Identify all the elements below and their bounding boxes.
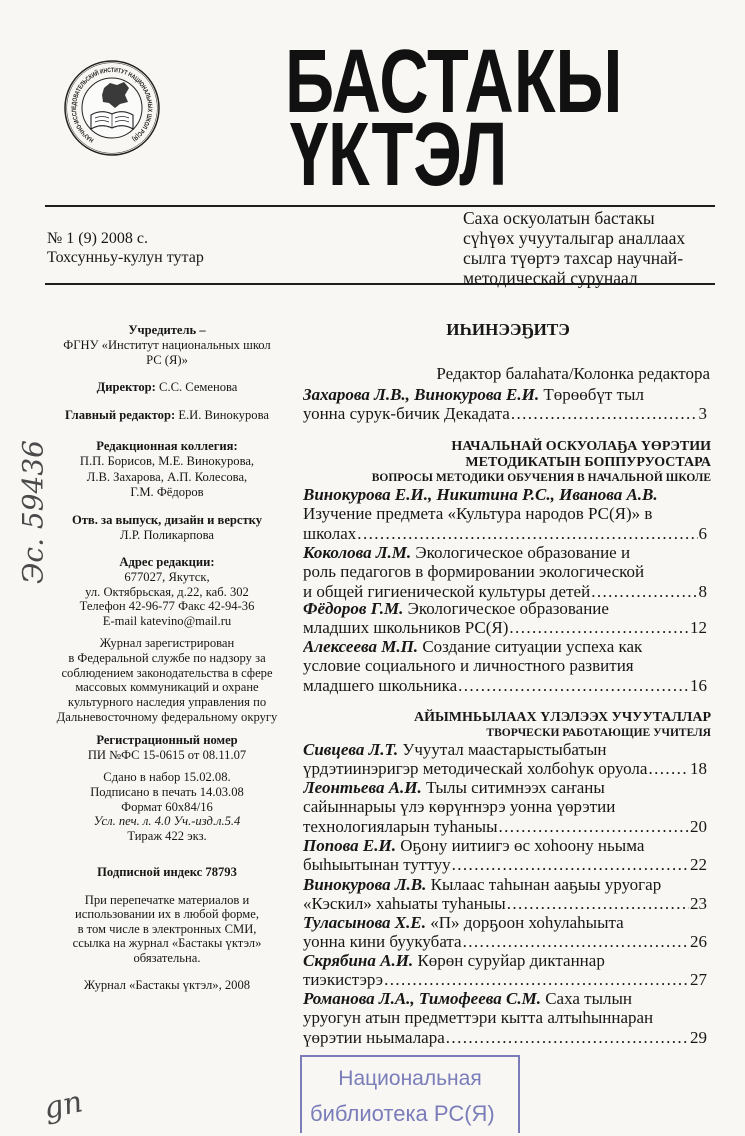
toc-entry-title: Экологическое образование и bbox=[415, 543, 631, 562]
toc-entry-title: условие социального и личностного развития bbox=[303, 656, 634, 676]
toc-entry-title: үрдэтиинэригэр методическай холбоһук оруола bbox=[303, 759, 648, 779]
toc-entry-authors: Романова Л.А., Тимофеева С.М. bbox=[303, 989, 541, 1008]
toc-entry-line bbox=[303, 656, 713, 675]
registration-line: Дальневосточному федеральному округу bbox=[56, 709, 278, 724]
toc-entry-line bbox=[303, 817, 713, 836]
toc-entry-title: и общей гигиенической культуры детей bbox=[303, 581, 591, 601]
toc-entry-title: технологияларын туһаныы bbox=[303, 816, 498, 836]
toc-entry bbox=[303, 836, 713, 875]
toc-entry-title: младшего школьника bbox=[303, 675, 458, 695]
toc-entry-line bbox=[303, 913, 713, 932]
toc-page-number: 8 bbox=[698, 581, 707, 601]
layout-name: Л.Р. Поликарпова bbox=[120, 527, 214, 542]
toc-page-number: 12 bbox=[690, 618, 707, 638]
print-detail: Сдано в набор 15.02.08. bbox=[103, 770, 231, 784]
print-details-block bbox=[42, 770, 292, 844]
toc-entry-line bbox=[303, 1028, 713, 1047]
toc-entry-authors: Захарова Л.В., Винокурова Е.И. bbox=[303, 385, 540, 404]
section-subtitle: ТВОРЧЕСКИ РАБОТАЮЩИЕ УЧИТЕЛЯ bbox=[486, 727, 711, 739]
toc-entry-title: быһыытынан туттуу bbox=[303, 855, 451, 875]
editorial-board-line: Г.М. Фёдоров bbox=[130, 484, 204, 499]
toc-entry-title: уонна сурук-бичик Декадата bbox=[303, 404, 510, 424]
toc-page-number: 3 bbox=[698, 404, 707, 424]
registration-number-label: Регистрационный номер bbox=[96, 733, 238, 747]
toc-entry-title: роль педагогов в формировании экологической bbox=[303, 562, 645, 582]
address-line: Телефон 42-96-77 Факс 42-94-36 bbox=[79, 599, 255, 614]
toc-entry-line bbox=[303, 618, 713, 637]
section-title: АЙЫМНЬЫЛААХ ҮЛЭЛЭЭХ УЧУУТАЛЛАР bbox=[414, 710, 711, 725]
founder-label: Учредитель – bbox=[128, 323, 206, 337]
registration-number: ПИ №ФС 15-0615 от 08.11.07 bbox=[87, 747, 247, 762]
toc-entry bbox=[303, 951, 713, 990]
toc-entry-line bbox=[303, 582, 713, 601]
toc-page-number: 6 bbox=[698, 523, 707, 543]
registration-line: в Федеральной службе по надзору за bbox=[68, 650, 266, 665]
toc-entry-authors: Туласынова Х.Е. bbox=[303, 913, 426, 932]
toc-entry-authors: Винокурова Е.И., Никитина Р.С., Иванова А.В. bbox=[303, 485, 658, 504]
toc-entry-line bbox=[303, 932, 713, 951]
description-line: сүһүөх учууталыгар аналлаах bbox=[463, 228, 686, 248]
toc-entry-line bbox=[303, 524, 713, 543]
dot-leader bbox=[511, 404, 698, 423]
toc-entry-title: Экологическое образование bbox=[407, 599, 609, 618]
handwritten-initials: gn bbox=[40, 1084, 86, 1127]
toc-entry bbox=[303, 913, 713, 952]
toc-entry-line bbox=[303, 504, 713, 523]
print-detail: Тираж 422 экз. bbox=[127, 829, 207, 844]
toc-entry-title: школах bbox=[303, 523, 357, 543]
toc-page-number: 20 bbox=[690, 816, 707, 836]
dot-leader bbox=[509, 618, 689, 637]
toc-entry-line bbox=[303, 385, 713, 404]
toc-entry bbox=[303, 599, 713, 638]
issue-info bbox=[47, 229, 204, 267]
print-detail: Усл. печ. л. 4.0 Уч.-изд.л.5.4 bbox=[93, 814, 241, 829]
dot-leader bbox=[648, 759, 689, 778]
toc-page-number: 18 bbox=[690, 759, 707, 779]
library-stamp bbox=[300, 1055, 520, 1133]
toc-page-number: 23 bbox=[690, 894, 707, 914]
toc-page-number: 26 bbox=[690, 932, 707, 952]
toc-page-number: 29 bbox=[690, 1027, 707, 1047]
handwritten-inventory-number: Эс. 59436 bbox=[16, 440, 50, 584]
toc-entry-title: Учуутал маастарыстыбатын bbox=[402, 740, 607, 759]
dot-leader bbox=[463, 932, 689, 951]
toc-entry-title: Көрөн суруйар диктаннар bbox=[417, 951, 605, 970]
toc-entry-title: уруогун атын предметтэри кытта алтыһыннаран bbox=[303, 1008, 654, 1028]
copyright-block bbox=[42, 978, 292, 993]
address-line: 677027, Якутск, bbox=[124, 569, 210, 584]
editorial-board-line: Л.В. Захарова, А.П. Колесова, bbox=[86, 469, 248, 484]
toc-entry-title: сайыннарыы үлэ көрүҥнэрэ уонна үөрэтии bbox=[303, 797, 616, 817]
toc-entry-line bbox=[303, 1008, 713, 1027]
subscription-block bbox=[42, 865, 292, 880]
founder-name: РС (Я)» bbox=[146, 352, 188, 367]
toc-entry-line bbox=[303, 836, 713, 855]
issue-number: № 1 (9) 2008 с. bbox=[47, 230, 149, 247]
reprint-line: использовании их в любой форме, bbox=[75, 907, 259, 922]
section-title: МЕТОДИКАТЫН БОППУРУОСТАРА bbox=[465, 455, 711, 470]
toc-entry-title: Создание ситуации успеха как bbox=[422, 637, 643, 656]
toc-page-number: 22 bbox=[690, 855, 707, 875]
toc-entry-line bbox=[303, 543, 713, 562]
dot-leader bbox=[446, 1028, 689, 1047]
reprint-line: При перепечатке материалов и bbox=[84, 893, 250, 907]
chief-editor-block bbox=[42, 408, 292, 423]
address-block bbox=[42, 555, 292, 629]
masthead-title-line-2: ҮКТЭЛ bbox=[290, 105, 508, 205]
contents-heading: ИҺИНЭЭҔИТЭ bbox=[446, 320, 570, 339]
dot-leader bbox=[499, 817, 690, 836]
toc-entry-line bbox=[303, 676, 713, 695]
header-divider-top bbox=[45, 205, 715, 207]
description-line: сылга түөртэ тахсар научнай- bbox=[463, 248, 684, 268]
toc-entry-line bbox=[303, 637, 713, 656]
stamp-line: библиотека РС(Я) bbox=[310, 1101, 495, 1126]
toc-entry bbox=[303, 778, 713, 836]
registration-line: соблюдением законодательства в сфере bbox=[61, 665, 273, 680]
reprint-line: в том числе в электронных СМИ, bbox=[77, 921, 257, 936]
toc-entry-authors: Сивцева Л.Т. bbox=[303, 740, 399, 759]
toc-entry-authors: Попова Е.И. bbox=[303, 836, 396, 855]
open-book-emblem bbox=[91, 112, 133, 129]
editorial-board-block bbox=[42, 439, 292, 500]
registration-number-block bbox=[42, 733, 292, 763]
section-subtitle: ВОПРОСЫ МЕТОДИКИ ОБУЧЕНИЯ В НАЧАЛЬНОЙ ШКОЛЕ bbox=[371, 472, 711, 484]
editorial-board-label: Редакционная коллегия: bbox=[96, 439, 238, 453]
toc-entry-authors: Коколова Л.М. bbox=[303, 543, 412, 562]
toc-entry bbox=[303, 637, 713, 695]
toc-entry-title: тиэкистэрэ bbox=[303, 970, 384, 990]
toc-entry-authors: Винокурова Л.В. bbox=[303, 875, 427, 894]
print-detail: Подписано в печать 14.03.08 bbox=[90, 784, 244, 799]
journal-description bbox=[463, 208, 685, 288]
toc-entry-title: үөрэтии ньымалара bbox=[303, 1027, 445, 1047]
issue-period: Тохсунньу-кулун тутар bbox=[47, 249, 204, 266]
toc-entry-line bbox=[303, 970, 713, 989]
founder-name: ФГНУ «Институт национальных школ bbox=[63, 337, 271, 352]
toc-page-number: 27 bbox=[690, 970, 707, 990]
seal-ring-text: НАУЧНО-ИССЛЕДОВАТЕЛЬСКИЙ ИНСТИТУТ НАЦИОНАЛЬНЫХ ШКОЛ РС(Я) bbox=[70, 66, 154, 144]
toc-entry-title: младших школьников РС(Я) bbox=[303, 618, 509, 638]
toc-entry-title: Төрөөбүт тыл bbox=[543, 385, 644, 404]
address-line: E-mail katevino@mail.ru bbox=[102, 614, 232, 629]
toc-entry-line bbox=[303, 797, 713, 816]
director-block bbox=[42, 380, 292, 395]
description-line: методическай сурунаал bbox=[463, 268, 638, 288]
toc-entry-authors: Скрябина А.И. bbox=[303, 951, 414, 970]
section-heading bbox=[303, 439, 713, 485]
registration-line: Журнал зарегистрирован bbox=[99, 636, 235, 650]
editor-column-label: Редактор балаһата/Колонка редактора bbox=[436, 364, 710, 383]
toc-entry-title: уонна кини буукубата bbox=[303, 932, 462, 952]
toc-entry-title: Оҕону иитиигэ өс хоһоону ньыма bbox=[400, 836, 645, 855]
toc-entry-line bbox=[303, 951, 713, 970]
reprint-line: обязательна. bbox=[133, 950, 201, 965]
chief-editor-name: Е.И. Винокурова bbox=[178, 408, 269, 422]
toc-entry bbox=[303, 485, 713, 543]
dot-leader bbox=[384, 970, 689, 989]
layout-label: Отв. за выпуск, дизайн и верстку bbox=[71, 513, 263, 527]
registration-line: массовых коммуникаций и охране bbox=[75, 680, 259, 695]
reprint-line: ссылка на журнал «Бастакы үктэл» bbox=[72, 936, 262, 951]
toc-entry bbox=[303, 875, 713, 914]
toc-entry-line bbox=[303, 404, 713, 423]
toc-entry-title: Кылаас таһынан ааҕыы уруогар bbox=[430, 875, 662, 894]
description-line: Саха оскуолатын бастакы bbox=[463, 208, 655, 228]
toc-entry-authors: Фёдоров Г.М. bbox=[303, 599, 404, 618]
section-title: НАЧАЛЬНАЙ ОСКУОЛАҔА ҮӨРЭТИИ bbox=[451, 439, 711, 454]
dot-leader bbox=[507, 894, 689, 913]
chief-editor-label: Главный редактор: bbox=[65, 408, 176, 422]
toc-entry-title: «П» дорҕоон хоһулаһыыта bbox=[430, 913, 624, 932]
layout-block bbox=[42, 513, 292, 543]
toc-entry-title: Тылы ситимнээх саҥаны bbox=[426, 778, 605, 797]
toc-page-number: 16 bbox=[690, 675, 707, 695]
toc-entry-line bbox=[303, 485, 713, 504]
toc-entry-line bbox=[303, 599, 713, 618]
toc-entry-line bbox=[303, 855, 713, 874]
toc-entry-line bbox=[303, 740, 713, 759]
editorial-board-line: П.П. Борисов, М.Е. Винокурова, bbox=[79, 454, 255, 469]
toc-entry-line bbox=[303, 562, 713, 581]
institute-logo-seal bbox=[62, 58, 162, 158]
toc-entry-title: «Кэскил» хаһыаты туһаныы bbox=[303, 894, 506, 914]
print-detail: Формат 60х84/16 bbox=[121, 799, 213, 814]
founder-block bbox=[42, 323, 292, 367]
dot-leader bbox=[458, 676, 689, 695]
registration-line: культурного наследия управления по bbox=[67, 695, 267, 710]
copyright-line: Журнал «Бастакы үктэл», 2008 bbox=[83, 978, 251, 992]
toc-entry-line bbox=[303, 875, 713, 894]
toc-entry-title: Изучение предмета «Культура народов РС(Я)» в bbox=[303, 504, 653, 524]
stamp-line: Национальная bbox=[338, 1067, 482, 1090]
subscription-index: Подписной индекс 78793 bbox=[97, 865, 237, 879]
masthead-title-line-1: БАСТАКЫ bbox=[285, 32, 623, 132]
toc-entry-line bbox=[303, 778, 713, 797]
registration-block bbox=[42, 636, 292, 725]
toc-entry bbox=[303, 989, 713, 1047]
toc-entry bbox=[303, 385, 713, 424]
toc-entry-line bbox=[303, 894, 713, 913]
toc-entry-authors: Леонтьева А.И. bbox=[303, 778, 422, 797]
toc-entry-line bbox=[303, 989, 713, 1008]
dot-leader bbox=[591, 582, 697, 601]
toc-entry bbox=[303, 543, 713, 601]
dot-leader bbox=[357, 524, 697, 543]
address-line: ул. Октябрьская, д.22, каб. 302 bbox=[85, 584, 249, 599]
toc-entry-title: Саха тылын bbox=[545, 989, 633, 1008]
section-heading bbox=[303, 710, 713, 740]
reprint-notice-block bbox=[42, 893, 292, 965]
director-name: С.С. Семенова bbox=[159, 380, 238, 394]
dot-leader bbox=[452, 855, 689, 874]
toc-entry-line bbox=[303, 759, 713, 778]
toc-entry bbox=[303, 740, 713, 779]
address-label: Адрес редакции: bbox=[119, 555, 215, 569]
director-label: Директор: bbox=[96, 380, 156, 394]
toc-entry-authors: Алексеева М.П. bbox=[303, 637, 419, 656]
